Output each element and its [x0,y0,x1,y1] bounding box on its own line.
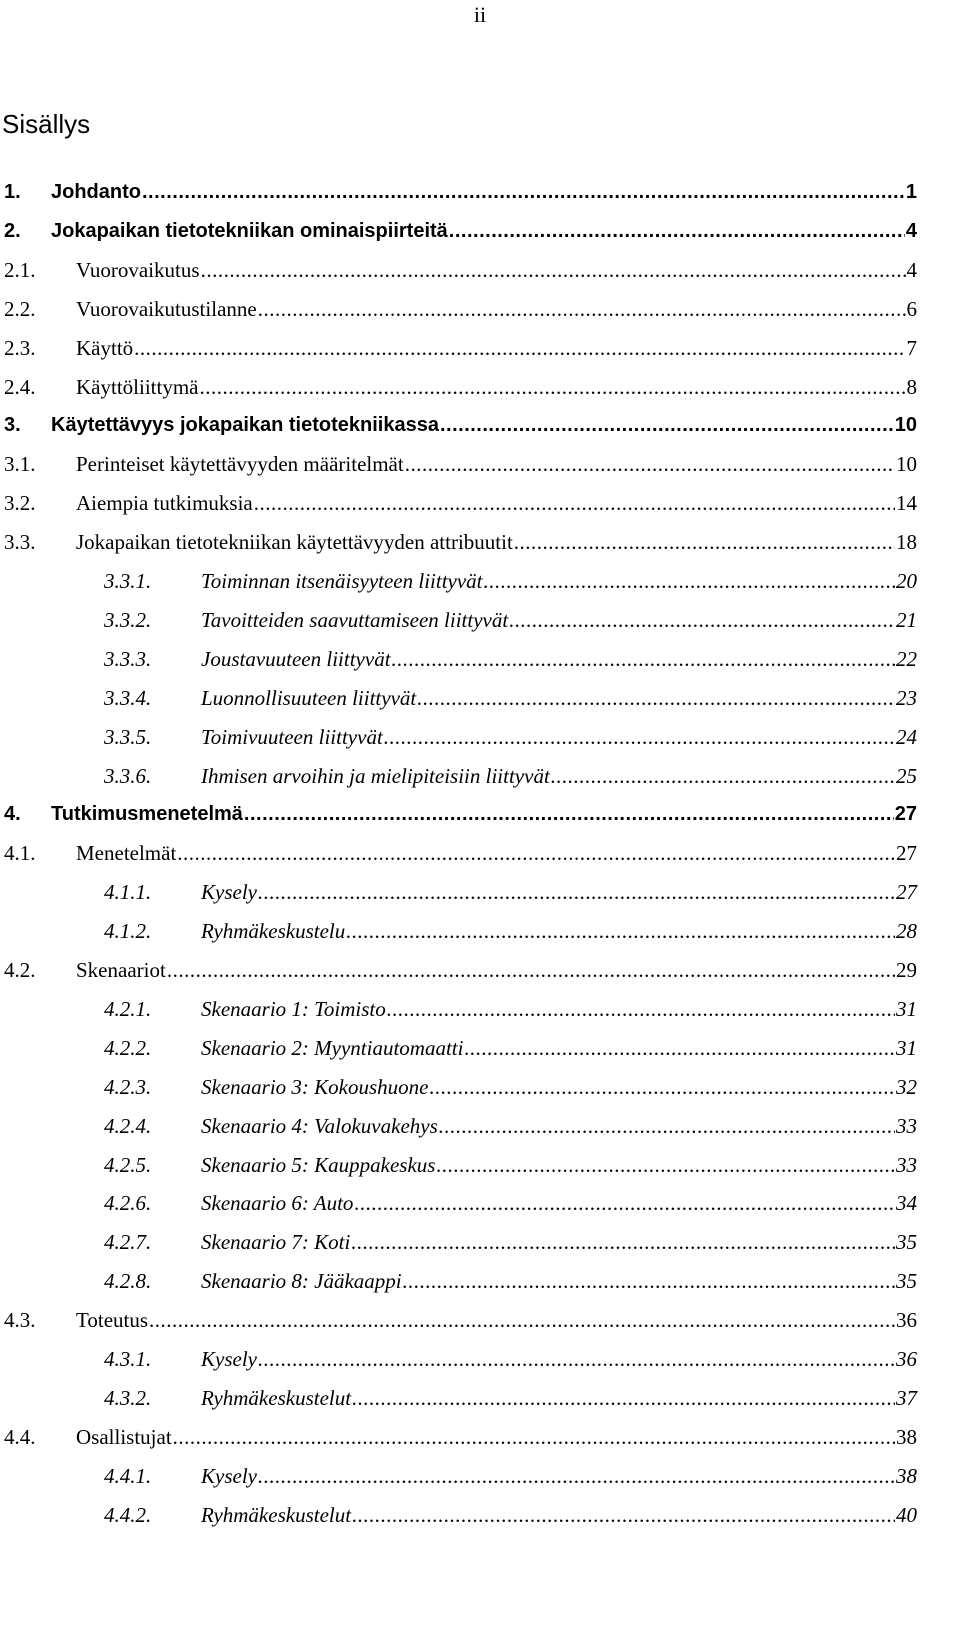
toc-entry-label: Jokapaikan tietotekniikan ominaispiirteitä [51,219,448,242]
toc-entry-page: 7 [906,335,917,360]
toc-entry-label: Skenaario 7: Koti [201,1230,351,1255]
toc-dot-leader [384,722,895,752]
toc-entry-label: Vuorovaikutus [76,257,200,282]
toc-entry-number: 2. [4,219,21,242]
toc-entry-page: 8 [906,374,917,399]
toc-dot-leader [142,177,905,207]
toc-entry[interactable] [104,1150,917,1180]
toc-title: Sisällys [2,109,91,139]
toc-dot-leader [177,838,895,868]
toc-entry[interactable] [4,1422,917,1452]
toc-entry-label: Käyttö [76,335,134,360]
toc-entry-number: 3.2. [4,491,36,516]
toc-entry-number: 3.3.4. [104,685,152,710]
toc-entry[interactable] [4,216,917,246]
toc-entry-label: Aiempia tutkimuksia [76,491,253,516]
toc-entry-label: Skenaario 1: Toimisto [201,996,386,1021]
toc-entry-number: 4.1. [4,841,36,866]
toc-entry-page: 37 [896,1385,917,1410]
toc-entry[interactable] [104,1227,917,1257]
toc-dot-leader [484,566,895,596]
toc-dot-leader [436,1150,895,1180]
toc-entry-page: 38 [896,1463,917,1488]
toc-entry-label: Vuorovaikutustilanne [76,296,257,321]
toc-entry-page: 32 [896,1074,917,1099]
toc-entry[interactable] [104,1033,917,1063]
toc-dot-leader [551,761,895,791]
toc-dot-leader [403,1266,895,1296]
toc-dot-leader [509,605,895,635]
toc-entry-page: 21 [896,607,917,632]
toc-entry-label: Toteutus [76,1308,149,1333]
toc-entry-number: 4.4.1. [104,1463,152,1488]
toc-entry[interactable] [104,722,917,752]
toc-dot-leader [440,410,894,440]
toc-entry-number: 3. [4,414,21,437]
toc-entry-number: 2.3. [4,335,36,360]
toc-entry-number: 4.3.2. [104,1385,152,1410]
toc-dot-leader [149,1305,895,1335]
toc-entry-number: 3.3.3. [104,646,152,671]
toc-dot-leader [405,449,895,479]
toc-dot-leader [258,1461,895,1491]
toc-entry[interactable] [4,333,917,363]
toc-entry-number: 4.2.2. [104,1035,152,1060]
toc-entry[interactable] [4,838,917,868]
toc-entry-number: 4.4. [4,1424,36,1449]
toc-entry[interactable] [104,644,917,674]
toc-dot-leader [417,683,895,713]
toc-entry-number: 3.3. [4,530,36,555]
toc-entry-page: 34 [896,1191,917,1216]
toc-entry[interactable] [104,1072,917,1102]
page-number: ii [473,2,487,27]
toc-entry[interactable] [104,1266,917,1296]
toc-entry-label: Skenaario 2: Myyntiautomaatti [201,1035,464,1060]
toc-entry-number: 3.1. [4,452,36,477]
toc-entry-label: Joustavuuteen liittyvät [201,646,391,671]
toc-entry-number: 4.2.8. [104,1269,152,1294]
toc-entry-label: Skenaario 4: Valokuvakehys [201,1113,438,1138]
toc-dot-leader [439,1111,895,1141]
toc-entry[interactable] [4,527,917,557]
toc-entry[interactable] [104,877,917,907]
toc-entry[interactable] [4,799,917,829]
toc-entry[interactable] [4,255,917,285]
toc-entry-label: Jokapaikan tietotekniikan käytettävyyden attribuutit [76,530,513,555]
toc-entry-page: 10 [896,452,917,477]
toc-entry-page: 28 [896,919,917,944]
toc-entry-number: 4.3.1. [104,1347,152,1371]
toc-entry[interactable] [4,372,917,402]
toc-entry-number: 4. [4,803,21,826]
toc-entry-label: Osallistujat [76,1424,172,1449]
toc-entry-page: 14 [896,491,917,516]
toc-entry-page: 36 [896,1308,917,1333]
toc-dot-leader [173,1422,895,1452]
toc-entry-number: 2.2. [4,296,36,321]
toc-entry-label: Toimivuuteen liittyvät [201,724,383,749]
toc-dot-leader [244,799,894,829]
toc-entry-number: 4.1.1. [104,880,152,905]
toc-dot-leader [167,955,895,985]
toc-entry-page: 24 [896,724,917,749]
toc-entry-number: 4.3. [4,1308,36,1333]
toc-entry-page: 23 [896,685,917,710]
toc-entry-label: Käytettävyys jokapaikan tietotekniikassa [51,414,439,437]
toc-entry-number: 3.3.1. [104,569,152,593]
toc-entry-page: 4 [906,257,917,282]
toc-entry-number: 2.1. [4,257,36,282]
toc-dot-leader [354,1188,895,1218]
toc-dot-leader [346,916,895,946]
toc-dot-leader [199,372,905,402]
toc-dot-leader [258,1344,895,1374]
toc-dot-leader [258,877,895,907]
toc-entry-page: 20 [896,569,917,593]
toc-dot-leader [392,644,895,674]
toc-entry[interactable] [104,1111,917,1141]
toc-entry-page: 35 [896,1269,917,1294]
toc-entry[interactable] [104,994,917,1024]
toc-entry-number: 3.3.5. [104,724,152,749]
toc-entry[interactable] [104,1188,917,1218]
toc-entry-page: 18 [896,530,917,555]
toc-entry[interactable] [4,410,917,440]
toc-entry-page: 40 [896,1502,917,1527]
toc-entry[interactable] [104,605,917,635]
toc-dot-leader [429,1072,895,1102]
toc-entry-page: 33 [896,1152,917,1177]
toc-entry-label: Skenaario 8: Jääkaappi [201,1269,402,1294]
toc-entry-page: 4 [905,219,917,242]
toc-entry-page: 27 [896,880,917,905]
toc-entry-label: Skenaariot [76,958,166,982]
toc-entry-label: Menetelmät [76,841,177,866]
toc-entry-page: 25 [896,763,917,788]
toc-entry[interactable] [104,566,917,596]
toc-entry-number: 4.2.4. [104,1113,152,1138]
toc-entry[interactable] [104,683,917,713]
toc-entry-number: 1. [4,181,21,203]
toc-entry[interactable] [4,294,917,324]
toc-entry-page: 22 [896,646,917,671]
toc-entry-label: Perinteiset käytettävyyden määritelmät [76,452,404,477]
toc-dot-leader [449,216,905,246]
toc-entry[interactable] [4,488,917,518]
toc-dot-leader [464,1033,895,1063]
toc-entry-number: 4.2.5. [104,1152,152,1177]
toc-entry-label: Skenaario 3: Kokoushuone [201,1074,429,1099]
toc-entry[interactable] [104,916,917,946]
toc-entry-page: 1 [905,181,917,203]
toc-dot-leader [134,333,905,363]
toc-entry-number: 4.1.2. [104,919,152,944]
toc-entry-number: 4.2. [4,958,36,982]
toc-entry-page: 35 [896,1230,917,1255]
toc-entry-page: 29 [896,958,917,982]
toc-entry-page: 38 [896,1424,917,1449]
toc-entry-number: 4.2.1. [104,996,152,1021]
toc-entry-label: Ihmisen arvoihin ja mielipiteisiin liittyvät [201,763,550,788]
toc-entry[interactable] [104,1344,917,1374]
toc-entry[interactable] [104,761,917,791]
toc-entry[interactable] [104,1383,917,1413]
toc-entry-label: Luonnollisuuteen liittyvät [201,685,417,710]
toc-entry-page: 33 [896,1113,917,1138]
toc-entry-label: Käyttöliittymä [76,374,199,399]
toc-entry-page: 31 [896,996,917,1021]
toc-dot-leader [254,488,895,518]
toc-entry[interactable] [4,1305,917,1335]
toc-dot-leader [352,1383,895,1413]
toc-entry[interactable] [4,955,917,985]
toc-entry-number: 4.2.3. [104,1074,152,1099]
toc-entry-label: Skenaario 5: Kauppakeskus [201,1152,436,1177]
toc-entry-page: 31 [896,1035,917,1060]
toc-entry-label: Ryhmäkeskustelut [201,1385,352,1410]
toc-entry-number: 2.4. [4,374,36,399]
toc-entry[interactable] [4,449,917,479]
toc-entry-label: Kysely [201,1347,257,1371]
toc-entry-number: 4.4.2. [104,1502,152,1527]
toc-entry-page: 27 [894,803,917,826]
toc-entry-number: 4.2.7. [104,1230,152,1255]
toc-entry-label: Ryhmäkeskustelu [201,919,346,944]
toc-entry-number: 4.2.6. [104,1191,152,1216]
toc-dot-leader [201,255,906,285]
toc-dot-leader [352,1500,895,1530]
toc-dot-leader [351,1227,895,1257]
toc-entry-page: 10 [894,414,917,437]
toc-entry[interactable] [104,1500,917,1530]
toc-dot-leader [258,294,906,324]
toc-entry-label: Ryhmäkeskustelut [201,1502,352,1527]
toc-dot-leader [514,527,895,557]
toc-entry-number: 3.3.6. [104,763,152,788]
toc-entry-number: 3.3.2. [104,607,152,632]
toc-entry-label: Skenaario 6: Auto [201,1191,354,1216]
toc-entry-page: 6 [906,296,917,321]
toc-dot-leader [387,994,895,1024]
toc-entry-label: Tutkimusmenetelmä [51,803,243,826]
toc-entry-page: 36 [896,1347,917,1371]
toc-entry-label: Kysely [201,880,257,905]
toc-entry-label: Johdanto [51,181,141,203]
toc-entry[interactable] [4,177,917,207]
toc-entry-page: 27 [896,841,917,866]
toc-entry-label: Tavoitteiden saavuttamiseen liittyvät [201,607,509,632]
toc-entry-label: Kysely [201,1463,257,1488]
toc-entry-label: Toiminnan itsenäisyyteen liittyvät [201,569,483,593]
toc-entry[interactable] [104,1461,917,1491]
